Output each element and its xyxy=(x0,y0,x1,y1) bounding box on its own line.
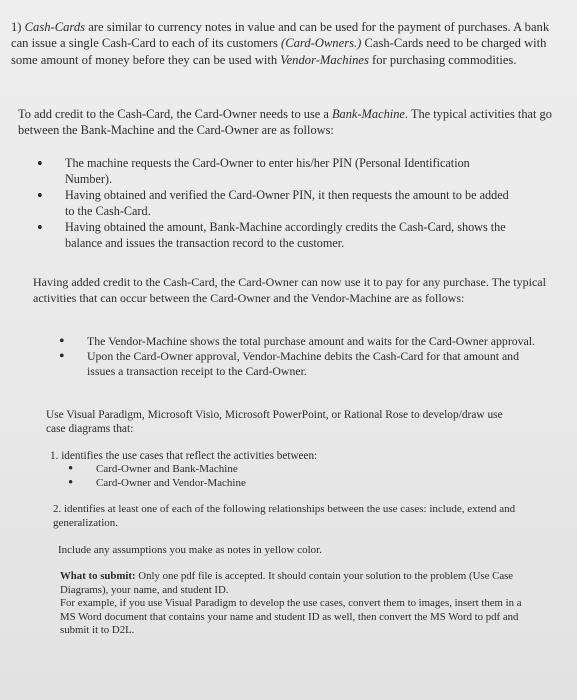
bullet-icon: • xyxy=(37,218,43,238)
bullet-icon: • xyxy=(37,186,43,206)
purchase-paragraph: Having added credit to the Cash-Card, the Card-Owner can now use it to pay for any purchase. The typical activities that can occur between the Card-Owner and the Vendor-Machine are as follows: xyxy=(33,275,546,305)
submit-text-2: For example, if you use Visual Paradigm to develop the use cases, convert them to images, insert them in a MS Word document that contains your name and student ID as well, then convert the MS Word to pdf and submit it to D2L. xyxy=(60,597,522,637)
question-intro-paragraph xyxy=(11,19,566,68)
list-item-text: Card-Owner and Bank-Machine xyxy=(96,463,238,475)
list-item xyxy=(37,156,517,187)
list-item xyxy=(68,462,468,476)
list-item-text: Having obtained the amount, Bank-Machine accordingly credits the Cash-Card, shows the balance and issues the transaction record to the customer. xyxy=(65,220,506,250)
list-item xyxy=(59,349,539,379)
bullet-icon: • xyxy=(68,475,74,492)
bank-activities-list xyxy=(37,156,517,253)
credit-text-1: To add credit to the Cash-Card, the Card-Owner needs to use a xyxy=(18,107,332,121)
cash-cards-term: Cash-Cards xyxy=(24,20,86,34)
card-owners-term: (Card-Owners.) xyxy=(281,36,362,51)
credit-paragraph xyxy=(18,106,563,138)
list-item-text: The machine requests the Card-Owner to enter his/her PIN (Personal Identification Number). xyxy=(65,156,470,186)
vendor-machines-term: Vendor-Machines xyxy=(280,52,369,67)
list-item xyxy=(37,220,517,251)
submit-text-1: Only one pdf file is accepted. It should contain your solution to the problem (Use Case Diagrams), your name, and student ID. xyxy=(60,570,514,596)
list-item xyxy=(59,334,539,349)
intro-text-1: are similar to currency notes in value and can be used for the payment of purchases. A bank can issue a single Cash-Card to each of its customers xyxy=(11,20,550,51)
bullet-icon: • xyxy=(59,333,65,350)
list-item-text: Card-Owner and Vendor-Machine xyxy=(96,477,246,490)
bullet-icon: • xyxy=(59,348,65,365)
task-2-paragraph: 2. identifies at least one of each of the following relationships between the use cases: include, extend and generalization. xyxy=(53,503,516,529)
task-1-heading: 1. identifies the use cases that reflect the activities between: xyxy=(50,450,318,462)
intro-text-3: for purchasing commodities. xyxy=(368,52,517,67)
list-item-text: Having obtained and verified the Card-Owner PIN, it then requests the amount to be added to the Cash-Card. xyxy=(65,188,509,218)
list-item xyxy=(37,188,517,219)
bank-machine-term: Bank-Machine xyxy=(331,107,405,121)
credit-text-2: . The typical activities that go between the Bank-Machine and the Card-Owner are as follows: xyxy=(18,107,552,138)
list-item xyxy=(68,476,468,490)
vendor-activities-list xyxy=(59,334,539,379)
question-number: 1) xyxy=(11,20,25,34)
bullet-icon: • xyxy=(68,461,74,477)
tools-instruction: Use Visual Paradigm, Microsoft Visio, Microsoft PowerPoint, or Rational Rose to develop/draw use case diagrams that: xyxy=(46,409,503,436)
intro-text-2: Cash-Cards need to be charged with some amount of money before they can be used with xyxy=(11,36,547,67)
list-item-text: The Vendor-Machine shows the total purchase amount and waits for the Card-Owner approval. xyxy=(87,334,536,348)
task-1-list xyxy=(68,462,468,491)
submission-instructions xyxy=(60,570,530,638)
assumptions-note: Include any assumptions you make as notes in yellow color. xyxy=(58,544,322,556)
submit-label: What to submit: xyxy=(60,570,136,582)
list-item-text: Upon the Card-Owner approval, Vendor-Machine debits the Cash-Card for that amount and issues a transaction receipt to the Card-Owner. xyxy=(87,349,519,378)
bullet-icon: • xyxy=(37,154,43,173)
